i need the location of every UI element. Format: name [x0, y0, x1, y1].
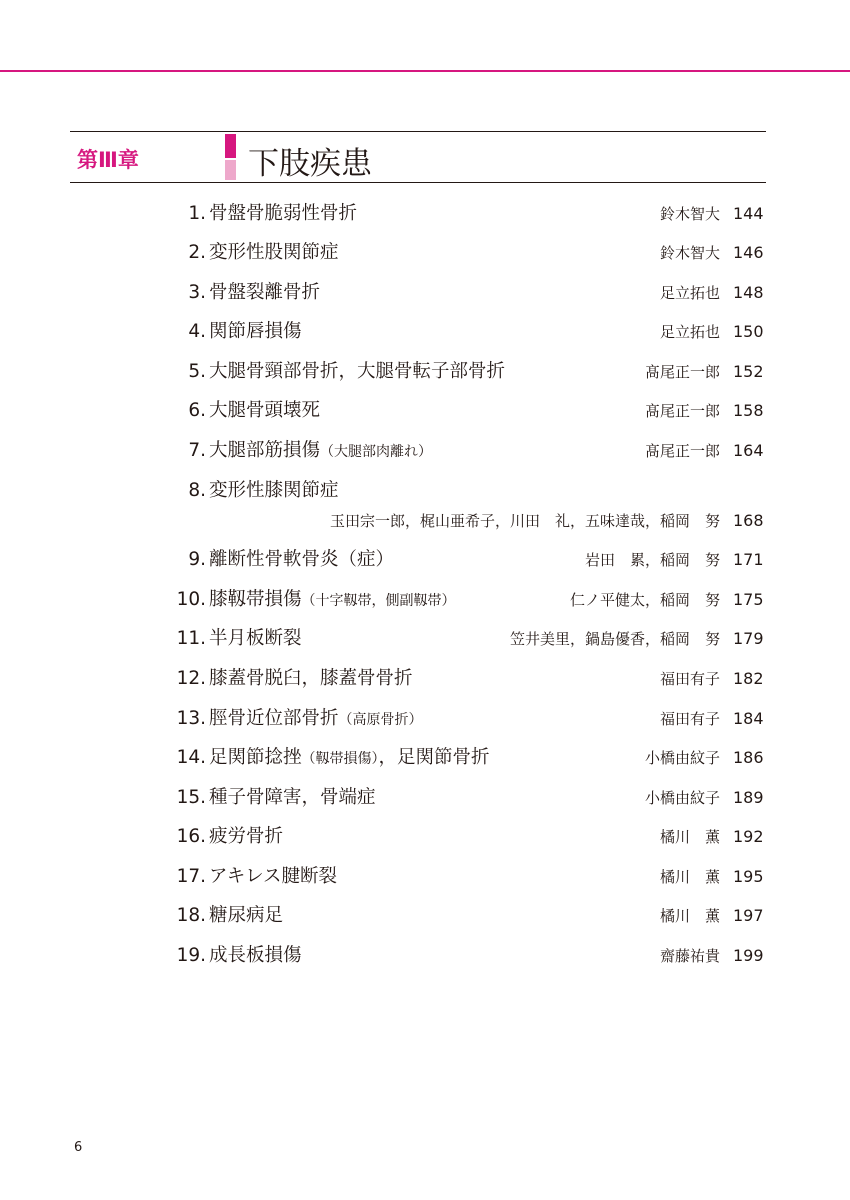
accent-bar-lower	[225, 160, 236, 180]
entry-number: 18.	[176, 905, 206, 926]
entry-author: 福田有子	[659, 710, 720, 728]
entry-number: 10.	[176, 589, 206, 610]
entry-page: 164	[733, 441, 764, 460]
toc-entry[interactable]	[0, 436, 850, 466]
entry-subtitle: （高原骨折）	[338, 712, 423, 728]
entry-title-text: 脛骨近位部骨折	[209, 708, 339, 729]
entry-page: 144	[733, 204, 764, 223]
toc-entry[interactable]	[0, 664, 850, 694]
entry-title: 離断性骨軟骨炎（症）	[209, 549, 395, 570]
toc-entry[interactable]	[0, 862, 850, 892]
entry-number: 15.	[176, 787, 206, 808]
header-bottom-rule	[70, 182, 766, 183]
toc-entry[interactable]	[0, 585, 850, 615]
entry-author: 髙尾正一郎	[644, 402, 720, 420]
entry-title: アキレス腱断裂	[209, 866, 338, 887]
entry-page: 195	[733, 867, 764, 886]
entry-number: 1.	[188, 203, 206, 224]
entry-number: 6.	[188, 400, 206, 421]
accent-bar-upper	[225, 134, 236, 158]
toc-entry[interactable]	[0, 357, 850, 387]
toc-entry[interactable]	[0, 317, 850, 347]
entry-author: 小橋由紋子	[644, 749, 720, 767]
entry-title	[209, 585, 456, 616]
entry-title: 骨盤骨脆弱性骨折	[209, 203, 358, 224]
entry-author: 鈴木智大	[659, 205, 720, 223]
entry-number: 9.	[188, 549, 206, 570]
entry-author: 足立拓也	[659, 323, 720, 341]
entry-number: 16.	[176, 826, 206, 847]
entry-page: 186	[733, 748, 764, 767]
entry-author: 笠井美里，鍋島優香，稲岡 努	[509, 630, 720, 648]
toc-entry[interactable]	[0, 822, 850, 852]
entry-title	[209, 743, 490, 774]
entry-author: 髙尾正一郎	[644, 363, 720, 381]
entry-title: 種子骨障害，骨端症	[209, 787, 376, 808]
entry-page: 158	[733, 401, 764, 420]
entry-title: 疲労骨折	[209, 826, 284, 847]
entry-page: 189	[733, 788, 764, 807]
entry-author: 髙尾正一郎	[644, 442, 720, 460]
entry-title-text: 大腿部筋損傷	[209, 440, 321, 461]
entry-page: 171	[733, 550, 764, 569]
entry-subtitle: （大腿部肉離れ）	[320, 444, 433, 460]
entry-page: 179	[733, 629, 764, 648]
entry-title-text: 膝靱帯損傷	[209, 589, 302, 610]
entry-author: 玉田宗一郎，梶山亜希子，川田 礼，五味達哉，稲岡 努	[329, 512, 720, 530]
entry-page: 152	[733, 362, 764, 381]
entry-title-text-2: ，足関節骨折	[378, 747, 490, 768]
toc-entry[interactable]	[0, 476, 850, 506]
entry-page: 150	[733, 322, 764, 341]
entry-author: 鈴木智大	[659, 244, 720, 262]
entry-number: 14.	[176, 747, 206, 768]
entry-author: 小橋由紋子	[644, 789, 720, 807]
entry-number: 4.	[188, 321, 206, 342]
entry-author: 橘川 薫	[659, 907, 720, 925]
entry-author: 橘川 薫	[659, 828, 720, 846]
entry-subtitle: （十字靱帯，側副靱帯）	[301, 593, 456, 609]
entry-title: 大腿骨頭壊死	[209, 400, 321, 421]
entry-title: 骨盤裂離骨折	[209, 282, 321, 303]
toc-entry[interactable]	[0, 783, 850, 813]
chapter-accent-bar	[225, 134, 236, 180]
toc-entry[interactable]	[0, 278, 850, 308]
entry-title: 変形性膝関節症	[209, 480, 339, 501]
entry-number: 11.	[176, 628, 206, 649]
entry-number: 2.	[188, 242, 206, 263]
top-accent-rule	[0, 70, 850, 72]
page-number: 6	[74, 1140, 83, 1155]
toc-entry[interactable]	[0, 704, 850, 734]
entry-page: 199	[733, 946, 764, 965]
toc-entry[interactable]	[0, 941, 850, 971]
entry-author: 足立拓也	[659, 284, 720, 302]
entry-page: 146	[733, 243, 764, 262]
entry-number: 3.	[188, 282, 206, 303]
entry-page: 184	[733, 709, 764, 728]
entry-title: 大腿骨頸部骨折，大腿骨転子部骨折	[209, 361, 506, 382]
toc-entry[interactable]	[0, 743, 850, 773]
entry-page: 197	[733, 906, 764, 925]
entry-number: 19.	[176, 945, 206, 966]
entry-title: 膝蓋骨脱臼，膝蓋骨骨折	[209, 668, 413, 689]
chapter-header	[70, 131, 766, 183]
header-top-rule	[70, 131, 766, 132]
entry-page: 182	[733, 669, 764, 688]
entry-number: 13.	[176, 708, 206, 729]
chapter-label: 第Ⅲ章	[77, 148, 139, 172]
entry-title: 関節唇損傷	[209, 321, 302, 342]
entry-title: 成長板損傷	[209, 945, 302, 966]
entry-title: 変形性股関節症	[209, 242, 339, 263]
entry-title	[209, 436, 432, 467]
entry-number: 8.	[188, 480, 206, 501]
toc-entry[interactable]	[0, 624, 850, 654]
entry-title-text: 足関節捻挫	[209, 747, 302, 768]
entry-author: 岩田 累，稲岡 努	[584, 551, 720, 569]
entry-title	[209, 704, 423, 735]
entry-author: 仁ノ平健太，稲岡 努	[569, 591, 720, 609]
entry-author: 齋藤祐貴	[659, 947, 720, 965]
entry-page: 175	[733, 590, 764, 609]
entry-author: 橘川 薫	[659, 868, 720, 886]
toc-entry[interactable]	[0, 199, 850, 229]
entry-number: 17.	[176, 866, 206, 887]
entry-author: 福田有子	[659, 670, 720, 688]
entry-page: 168	[733, 511, 764, 530]
entry-page: 192	[733, 827, 764, 846]
toc-entry[interactable]	[0, 545, 850, 575]
toc-entry-continued[interactable]	[0, 506, 850, 536]
chapter-title: 下肢疾患	[248, 146, 372, 182]
toc-entry[interactable]	[0, 238, 850, 268]
toc-entry[interactable]	[0, 396, 850, 426]
entry-page: 148	[733, 283, 764, 302]
entry-title: 糖尿病足	[209, 905, 284, 926]
entry-number: 7.	[188, 440, 206, 461]
entry-number: 5.	[188, 361, 206, 382]
entry-subtitle: （靱帯損傷）	[301, 751, 379, 767]
toc-entry[interactable]	[0, 901, 850, 931]
entry-number: 12.	[176, 668, 206, 689]
entry-title: 半月板断裂	[209, 628, 302, 649]
